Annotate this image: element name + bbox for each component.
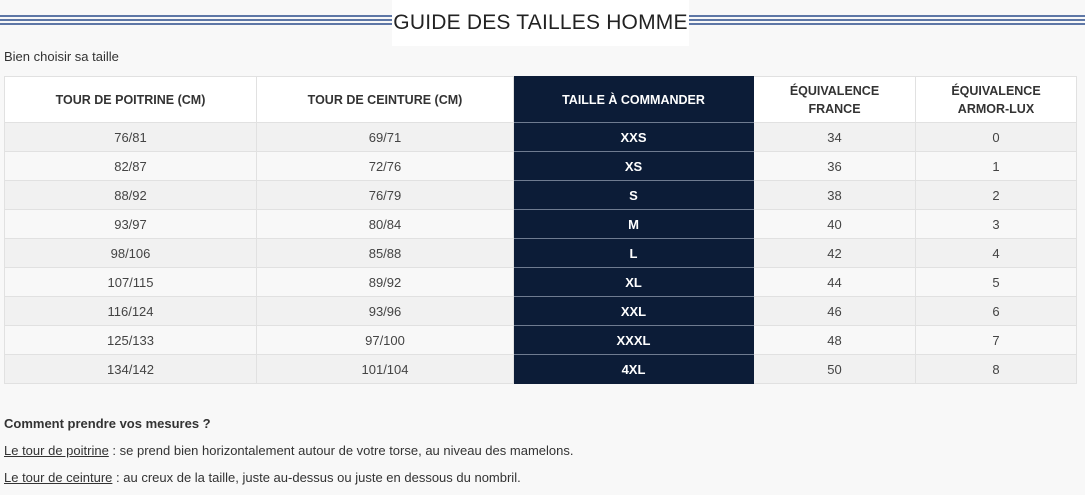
cell-size: 4XL bbox=[514, 355, 754, 384]
cell-armorlux: 6 bbox=[916, 297, 1077, 326]
cell-chest: 88/92 bbox=[5, 181, 257, 210]
chest-measure-text: : se prend bien horizontalement autour de votre torse, au niveau des mamelons. bbox=[108, 443, 574, 458]
cell-france: 50 bbox=[754, 355, 916, 384]
chest-measure-instruction bbox=[4, 443, 573, 459]
waist-measure-link[interactable]: Le tour de ceinture bbox=[4, 470, 113, 485]
cell-france: 38 bbox=[754, 181, 916, 210]
measure-heading: Comment prendre vos mesures ? bbox=[4, 416, 211, 431]
cell-waist: 93/96 bbox=[257, 297, 514, 326]
cell-waist: 80/84 bbox=[257, 210, 514, 239]
table-row bbox=[5, 268, 1077, 297]
cell-armorlux: 0 bbox=[916, 123, 1077, 152]
header-chest: TOUR DE POITRINE (CM) bbox=[5, 77, 257, 123]
cell-armorlux: 8 bbox=[916, 355, 1077, 384]
cell-france: 42 bbox=[754, 239, 916, 268]
cell-size: XXS bbox=[514, 123, 754, 152]
table-row bbox=[5, 297, 1077, 326]
cell-size: S bbox=[514, 181, 754, 210]
cell-size: L bbox=[514, 239, 754, 268]
cell-chest: 82/87 bbox=[5, 152, 257, 181]
subtitle: Bien choisir sa taille bbox=[4, 49, 119, 64]
cell-chest: 93/97 bbox=[5, 210, 257, 239]
cell-size: XS bbox=[514, 152, 754, 181]
table-row bbox=[5, 355, 1077, 384]
cell-france: 40 bbox=[754, 210, 916, 239]
header-waist: TOUR DE CEINTURE (CM) bbox=[257, 77, 514, 123]
waist-measure-instruction bbox=[4, 470, 521, 486]
waist-measure-text: : au creux de la taille, juste au-dessus ou juste en dessous du nombril. bbox=[112, 470, 521, 485]
title-band bbox=[0, 0, 1085, 46]
table-header-row bbox=[5, 77, 1077, 123]
cell-size: XXXL bbox=[514, 326, 754, 355]
table-row bbox=[5, 123, 1077, 152]
header-armorlux-label: ÉQUIVALENCE ARMOR-LUX bbox=[951, 83, 1041, 116]
header-france-label: ÉQUIVALENCE FRANCE bbox=[789, 83, 880, 116]
cell-armorlux: 3 bbox=[916, 210, 1077, 239]
cell-chest: 98/106 bbox=[5, 239, 257, 268]
cell-france: 36 bbox=[754, 152, 916, 181]
header-armorlux-equivalence bbox=[916, 77, 1077, 123]
cell-chest: 125/133 bbox=[5, 326, 257, 355]
cell-waist: 97/100 bbox=[257, 326, 514, 355]
size-guide-table bbox=[4, 76, 1077, 384]
page-title: GUIDE DES TAILLES HOMME bbox=[392, 0, 689, 46]
cell-waist: 76/79 bbox=[257, 181, 514, 210]
cell-chest: 76/81 bbox=[5, 123, 257, 152]
cell-size: M bbox=[514, 210, 754, 239]
cell-chest: 134/142 bbox=[5, 355, 257, 384]
cell-chest: 116/124 bbox=[5, 297, 257, 326]
cell-armorlux: 1 bbox=[916, 152, 1077, 181]
cell-france: 46 bbox=[754, 297, 916, 326]
cell-france: 48 bbox=[754, 326, 916, 355]
cell-waist: 85/88 bbox=[257, 239, 514, 268]
decorative-rule-right bbox=[689, 15, 1085, 26]
cell-waist: 101/104 bbox=[257, 355, 514, 384]
cell-chest: 107/115 bbox=[5, 268, 257, 297]
table-row bbox=[5, 239, 1077, 268]
header-size-to-order: TAILLE À COMMANDER bbox=[514, 77, 754, 123]
cell-waist: 72/76 bbox=[257, 152, 514, 181]
cell-armorlux: 2 bbox=[916, 181, 1077, 210]
cell-waist: 89/92 bbox=[257, 268, 514, 297]
table-row bbox=[5, 181, 1077, 210]
cell-armorlux: 4 bbox=[916, 239, 1077, 268]
cell-france: 44 bbox=[754, 268, 916, 297]
table-row bbox=[5, 210, 1077, 239]
cell-size: XXL bbox=[514, 297, 754, 326]
decorative-rule-left bbox=[0, 15, 392, 26]
chest-measure-link[interactable]: Le tour de poitrine bbox=[4, 443, 109, 458]
header-france-equivalence bbox=[754, 77, 916, 123]
cell-waist: 69/71 bbox=[257, 123, 514, 152]
cell-armorlux: 7 bbox=[916, 326, 1077, 355]
table-row bbox=[5, 152, 1077, 181]
table-row bbox=[5, 326, 1077, 355]
cell-france: 34 bbox=[754, 123, 916, 152]
cell-armorlux: 5 bbox=[916, 268, 1077, 297]
cell-size: XL bbox=[514, 268, 754, 297]
